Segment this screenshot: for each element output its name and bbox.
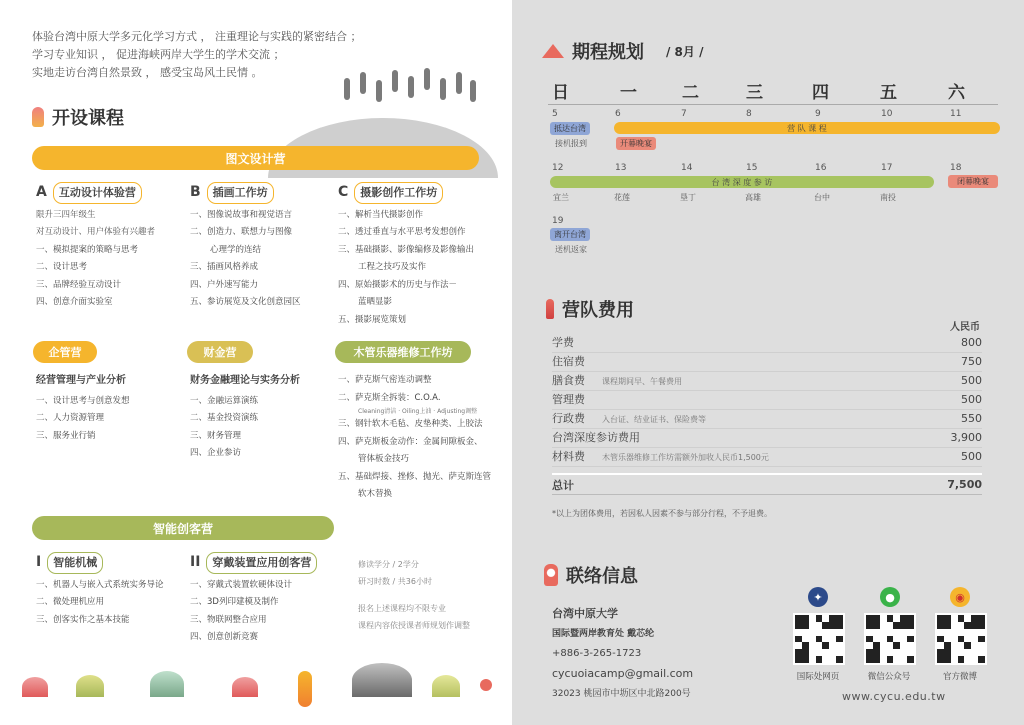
jumping-students-illustration	[340, 66, 480, 112]
list-item: 一、萨克斯气密连动调整	[338, 375, 432, 385]
list-item: 二、3D列印建模及制作	[190, 597, 279, 607]
list-item: 三、服务业行销	[36, 430, 96, 441]
event-pickup: 接机报到	[555, 139, 587, 148]
table-row: 台湾深度参访费用 3,900	[552, 429, 982, 448]
day-number: 9	[815, 109, 821, 119]
qr-label: 国际处网页	[796, 672, 840, 682]
tour-city: 宜兰	[553, 193, 569, 202]
day-number: 19	[552, 216, 564, 226]
course-c	[338, 182, 503, 329]
list-item: 三、钢针软木毛毡、皮垫种类、上胶法	[338, 419, 483, 429]
list-item: 五、基础焊接、挫修、抛光、萨克斯连管	[338, 471, 492, 482]
day-number: 15	[746, 163, 758, 173]
org-name: 台湾中原大学	[552, 607, 618, 620]
fee-note: *以上为团体费用，若因私人因素不参与部分行程，不予退费。	[552, 509, 772, 518]
woodwind-camp	[338, 372, 503, 504]
weekday: 一	[620, 83, 637, 103]
course-a	[36, 182, 186, 312]
intro-line: 学习专业知识 ， 促进海峡两岸大学生的学术交流 ；	[32, 48, 285, 61]
phone: +886-3-265-1723	[552, 648, 642, 659]
course-name: 互动设计体验营	[53, 182, 142, 204]
course-sub: 对互动设计、用户体验有兴趣者	[36, 227, 156, 237]
tree-icon	[150, 671, 184, 697]
intro-line: 实地走访台湾自然景致 ， 感受宝岛风土民情 。	[32, 66, 263, 79]
weekday: 二	[682, 83, 699, 103]
course-letter: A	[36, 184, 47, 200]
course-name: 穿戴装置应用创客营	[206, 552, 317, 574]
course-letter: B	[190, 184, 201, 200]
university-seal-icon: ✦	[808, 587, 828, 607]
pin-icon	[544, 564, 558, 586]
qr-code-wechat[interactable]	[864, 613, 916, 665]
tree-icon	[298, 671, 312, 707]
day-number: 5	[552, 109, 558, 119]
table-row: 住宿费 750	[552, 353, 982, 372]
day-number: 8	[746, 109, 752, 119]
list-item: 一、金融运算演练	[190, 395, 259, 406]
table-row: 材料费 木管乐器维修工作坊需额外加收人民币1,500元 500	[552, 448, 982, 467]
weekday: 四	[812, 83, 829, 103]
course-letter: C	[338, 184, 349, 200]
list-item: 二、基金投资演练	[190, 413, 259, 423]
course-letter: II	[190, 554, 201, 570]
qr-code-weibo[interactable]	[935, 613, 987, 665]
day-number: 7	[681, 109, 687, 119]
list-item: 三、财务管理	[190, 430, 242, 441]
event-sendoff: 送机返家	[555, 245, 587, 254]
list-item: 二、创造力、联想力与图像	[190, 227, 293, 237]
website-link[interactable]: www.cycu.edu.tw	[842, 690, 946, 703]
fees-section-title: 营队费用	[546, 296, 634, 322]
event-closing-banquet: 闭幕晚宴	[948, 175, 998, 188]
list-item: 四、创意创新竞赛	[190, 632, 259, 642]
list-item: 四、企业参访	[190, 448, 242, 458]
list-item: 二、萨克斯全拆装：C.O.A.	[338, 392, 441, 403]
tree-icon	[352, 663, 412, 697]
list-item: 三、插画风格养成	[190, 262, 259, 272]
divider	[548, 104, 998, 105]
list-item: 管体板金技巧	[358, 454, 410, 464]
tree-icon	[76, 675, 104, 697]
list-item: 一、设计思考与创意发想	[36, 395, 130, 406]
enterprise-camp-chip: 企管营	[33, 341, 97, 363]
intro-text	[32, 28, 392, 82]
list-item: 四、萨克斯板金动作：金属间隙板金、	[338, 436, 483, 447]
list-item: 一、穿戴式装置软硬体设计	[190, 579, 293, 590]
department: 国际暨两岸教育处 戴芯纶	[552, 629, 655, 639]
design-camp-banner: 图文设计营	[32, 146, 479, 170]
tree-icon	[232, 677, 258, 697]
qr-code-website[interactable]	[793, 613, 845, 665]
course-name: 插画工作坊	[207, 182, 274, 204]
maker-camp-banner: 智能创客营	[32, 516, 334, 540]
tour-city: 高雄	[745, 193, 761, 202]
courses-section-title: 开设课程	[32, 104, 124, 130]
list-item: 心理学的连结	[210, 244, 262, 255]
tour-city: 南投	[880, 193, 896, 202]
pin-icon	[546, 299, 554, 319]
finance-camp	[190, 372, 335, 463]
course-b	[190, 182, 335, 312]
list-item: 一、机器人与嵌入式系统实务导论	[36, 579, 164, 590]
day-number: 10	[881, 109, 893, 119]
tour-bar: 台 湾 深 度 参 访	[550, 176, 934, 188]
list-item: 四、原始摄影术的历史与作法－	[338, 279, 458, 290]
list-item: 三、品牌经验互动设计	[36, 279, 122, 290]
list-item: 二、人力资源管理	[36, 413, 105, 423]
list-item: 二、透过垂直与水平思考发想创作	[338, 227, 466, 237]
camp-heading: 经营管理与产业分析	[36, 375, 126, 386]
day-number: 14	[681, 163, 693, 173]
list-item: 工程之技巧及实作	[358, 262, 427, 272]
day-number: 17	[881, 163, 893, 173]
currency-unit: 人民币	[950, 322, 980, 333]
day-number: 11	[950, 109, 962, 119]
list-item: 五、摄影展览策划	[338, 314, 407, 325]
course-sub: 限升三四年级生	[36, 209, 96, 220]
schedule-month: / 8月 /	[666, 44, 704, 59]
list-item: 二、设计思考	[36, 262, 88, 272]
schedule-section-title: 期程规划 / 8月 /	[542, 38, 703, 64]
course-name: 智能机械	[47, 552, 103, 574]
day-number: 13	[615, 163, 627, 173]
qr-label: 官方微博	[942, 672, 977, 682]
fee-table	[552, 334, 982, 495]
enterprise-camp	[36, 372, 186, 445]
tree-icon	[432, 675, 460, 697]
intro-line: 体验台湾中原大学多元化学习方式 ， 注重理论与实践的紧密结合 ；	[32, 30, 362, 43]
course-notes: 修读学分 / 2学分 研习时数 / 共36小时 报名上述课程均不限专业 课程内容依授课者师规划作调整	[358, 560, 470, 630]
finance-camp-chip: 财金营	[187, 341, 253, 363]
table-row: 行政费 入台证、结业证书、保险费等 550	[552, 410, 982, 429]
camp-heading: 财务金融理论与实务分析	[190, 375, 300, 386]
weekday: 六	[948, 83, 965, 103]
pin-icon	[32, 107, 44, 127]
table-row: 学费 800	[552, 334, 982, 353]
qr-label: 微信公众号	[867, 672, 911, 682]
course-letter: I	[36, 554, 42, 570]
list-item: 二、微处理机应用	[36, 597, 105, 607]
day-number: 16	[815, 163, 827, 173]
list-item: 一、模拟提案的策略与思考	[36, 244, 139, 255]
weekday: 五	[880, 83, 897, 103]
weekday-header	[552, 78, 992, 102]
table-row: 管理费 500	[552, 391, 982, 410]
tree-icon	[480, 679, 492, 691]
table-row: 膳食费 课程期间早、午餐费用 500	[552, 372, 982, 391]
list-item: 一、图像说故事和视觉语言	[190, 209, 293, 220]
tour-city: 花莲	[614, 193, 630, 202]
event-arrive: 抵达台湾	[550, 122, 590, 135]
camp-course-bar: 营 队 课 程	[614, 122, 1000, 134]
list-item: 三、创客实作之基本技能	[36, 614, 130, 625]
address: 32023 桃园市中坜区中北路200号	[552, 689, 691, 699]
list-item: 蓝晒显影	[358, 297, 393, 307]
email-link[interactable]: cycuoiacamp@gmail.com	[552, 667, 694, 680]
woodwind-camp-chip: 木管乐器维修工作坊	[335, 341, 471, 363]
course-ii	[190, 552, 350, 647]
list-item: 四、户外速写能力	[190, 279, 259, 290]
list-item: 软木替换	[358, 489, 393, 499]
day-number: 18	[950, 163, 962, 173]
weekday: 日	[552, 83, 569, 103]
event-depart: 离开台湾	[550, 228, 590, 241]
course-name: 摄影创作工作坊	[354, 182, 443, 204]
total-row: 总计 7,500	[552, 473, 982, 495]
list-item: 三、基础摄影、影像编修及影像输出	[338, 244, 475, 255]
event-opening-banquet: 开幕晚宴	[616, 137, 656, 150]
tour-city: 垦丁	[680, 193, 696, 202]
course-i	[36, 552, 191, 629]
weekday: 三	[746, 83, 763, 103]
contact-info	[552, 604, 693, 704]
wechat-icon: ●	[880, 587, 900, 607]
tree-icon	[22, 677, 48, 697]
list-item: 四、创意介面实验室	[36, 297, 113, 307]
list-item: 五、参访展览及文化创意园区	[190, 297, 301, 307]
contact-section-title: 联络信息	[544, 562, 638, 588]
weibo-icon: ◉	[950, 587, 970, 607]
list-item: 三、物联网整合应用	[190, 614, 267, 625]
day-number: 6	[615, 109, 621, 119]
day-number: 12	[552, 163, 564, 173]
list-item: 一、解析当代摄影创作	[338, 209, 424, 220]
mountain-icon	[542, 44, 564, 58]
tour-city: 台中	[814, 193, 830, 202]
list-item: Cleaning清洁 · Oiling上油 · Adjusting调整	[358, 408, 478, 415]
